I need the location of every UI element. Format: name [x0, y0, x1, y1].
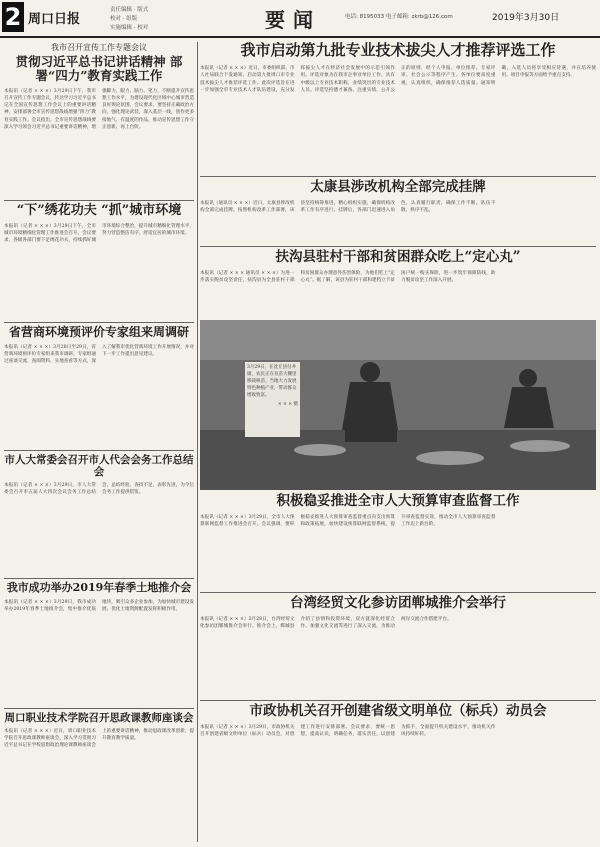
divider: [200, 246, 596, 247]
masthead: [0, 0, 600, 38]
article-headline: 周口职业技术学院召开思政课教师座谈会: [4, 712, 194, 724]
article-budget: [200, 494, 596, 588]
article-congress: [4, 454, 194, 582]
photo-credit: × × × 摄: [277, 402, 298, 407]
divider: [200, 176, 596, 177]
divider: [4, 708, 194, 709]
article-body: 本报讯（记者 × × ×）3月29日，市政协机关召开创建省级文明单位（标兵）动员会，对创建工作进行安排部署。会议要求，要统一思想，提高认识，明确任务，落实责任，以创建为抓手，全面提升机关建设水平，推动机关作风持续好转。: [200, 724, 496, 737]
article-cppcc: [200, 704, 596, 834]
article-taiwan: [200, 596, 596, 696]
section-title: 要闻: [265, 8, 321, 32]
meta-line: 实施编辑 · 校对: [110, 25, 149, 31]
article-headline: 太康县涉改机构全部完成挂牌: [310, 179, 486, 195]
divider: [4, 200, 194, 201]
article-talent: [200, 42, 596, 169]
masthead-meta-left: [110, 6, 148, 33]
article-body: 本报讯（记者 × × ×）3月29日，市人大常委会召开市五届人大四次会议会务工作总结会，总结经验，查找不足，表彰先进，为今后会务工作提供借鉴。: [4, 483, 194, 496]
article-body: 本报讯（记者 × × ×）3月29日下午，我市召开宣传工作专题会议，传达学习习近平总书记在全国宣传思想工作会议上的重要讲话精神，安排部署全市宣传思想战线增强“四力”教育实践工作。会议指出，全市宣传思想战线要深入学习领会习近平总书记重要讲话精神，增强脚力、眼力、脑力、笔力，不断提升宣传思想工作水平，为建设现代化区域中心城市营造良好舆论氛围。会议要求，要坚持正确政治方向，强化理论武装，深入基层一线，创作更多接地气、有温度的作品，推动宣传思想工作守正创新、再上台阶。: [4, 88, 194, 130]
article-body: 本报讯（记者 × × ×）近日，周口职业技术学院召开思政课教师座谈会，深入学习贯彻习近平总书记在学校思想政治理论课教师座谈会上的重要讲话精神，推动思政课改革创新，提升教育教学质量。: [4, 729, 194, 749]
article-business-environment: [4, 326, 194, 444]
article-body: 本报讯（通讯员 × × ×）近日，太康县涉改机构全部完成挂牌。按照机构改革工作部署，该县坚持统筹推进，精心组织实施，确保机构改革工作有序进行。挂牌后，各部门迅速进入角色，认真履行职责，确保工作不断、队伍不散、秩序不乱。: [200, 200, 496, 213]
column-divider: [197, 42, 198, 842]
article-headline: 省营商环境预评价专家组来周调研: [8, 325, 189, 339]
article-body: 本报讯（记者 × × ×）3月28日，台湾经贸文化参访团郸城推介会举行。推介会上，郸城县介绍了县情和投资环境，双方就深化经贸合作、加强文化交流等进行了深入交流，为推动两岸交流合作搭建平台。: [200, 616, 452, 629]
article-fugou: [200, 250, 596, 312]
article-body: 本报讯（记者 × × ×）近日，市委组织部、市人社局联合下发通知，启动第九批周口市专业技术拔尖人才推荐评选工作。此次评选旨在进一步加强全市专业技术人才队伍建设，充分发挥拔尖人才在经济社会发展中的示范引领作用。评选对象为在我市企事业单位工作、具有中级以上专业技术职称、业绩突出的专业技术人员。评选坚持德才兼备、注重实绩、公开公正的原则，经个人申报、单位推荐、专家评审、社会公示等程序产生。各单位要高度重视，认真组织，确保推荐人选质量。通知明确，入选人员将享受相应待遇，并在培养使用、项目申报等方面给予重点支持。: [200, 66, 596, 93]
issue-date: 2019年3月30日: [492, 13, 560, 23]
article-headline: “下”绣花功夫 “抓”城市环境: [16, 203, 182, 218]
caption-text: 3月29日，在沈丘县付井镇，农民正在育苗大棚里移栽秧苗。当地大力发展特色种植产业，带动群众增收致富。: [247, 365, 297, 398]
article-body: 本报讯（记者 × × × 通讯员 × × ×）为进一步落实脱贫攻坚责任，扶沟县为全县驻村干部和贫困群众办理意外伤害保险，为他们吃上“定心丸”。据了解，该县为驻村干部和建档立卡贫困户统一购买保险，进一步筑牢保障防线，助力脱贫攻坚工作深入开展。: [200, 270, 496, 283]
photo-caption: [245, 362, 300, 437]
article-body: 本报讯（记者 × × ×）3月29日，全市人大预算联网监督工作推进会召开。会议强调，要积极稳妥推进人大预算审查监督重点向支出预算和政策拓展，加快建设预算联网监督系统，提升审查监督实效，推动全市人大预算审查监督工作迈上新台阶。: [200, 514, 496, 527]
article-headline: 台湾经贸文化参访团郸城推介会举行: [290, 595, 506, 611]
article-headline: 贯彻习近平总书记讲话精神 部署“四力”教育实践工作: [15, 54, 183, 84]
article-taikang: [200, 180, 596, 242]
article-body: 本报讯（记者 × × ×）3月28日至29日，省营商环境预评价专家组来我市调研。专家组通过座谈交流、查阅资料、实地查看等方式，深入了解我市优化营商环境工作开展情况，并对下一步工作提出意见建议。: [4, 344, 194, 365]
article-headline: 市人大常委会召开市人代会会务工作总结会: [4, 454, 194, 479]
article-headline: 市政协机关召开创建省级文明单位（标兵）动员会: [249, 703, 547, 719]
meta-line: 校对 · 组版: [110, 16, 138, 22]
article-headline: 积极稳妥推进全市人大预算审查监督工作: [276, 493, 520, 509]
article-body: 本报讯（记者 × × ×）3月29日，我市成功举办2019年春季土地推介会，集中推介优质地块，吸引众多企业参加，为加快城市建设发展、优化土地资源配置发挥积极作用。: [4, 599, 194, 612]
article-city-environment: [4, 204, 194, 317]
divider: [200, 592, 596, 593]
page-number: 2: [2, 2, 24, 32]
paper-name: 周口日报: [28, 12, 81, 27]
masthead-meta-right: 电话: 8195033 电子邮箱: zkrb@126.com: [345, 14, 453, 20]
divider: [4, 322, 194, 323]
meta-line: 责任编辑 · 版式: [110, 7, 149, 13]
divider: [4, 450, 194, 451]
article-vocational: [4, 712, 194, 838]
article-land-fair: [4, 582, 194, 699]
divider: [200, 700, 596, 701]
article-kicker: 我市召开宣传工作专题会议: [51, 43, 147, 52]
divider: [4, 578, 194, 579]
article-headline: 我市成功举办2019年春季土地推介会: [6, 581, 192, 594]
article-body: 本报讯（记者 × × ×）3月29日下午，全市城市环境精细化管理工作推进会召开。会议要求，各级各部门要下足绣花功夫，持续抓好城市环境综合整治，提升城市精细化管理水平，努力营造整洁有序、舒适宜居的城市环境。: [4, 223, 194, 244]
article-headline: 扶沟县驻村干部和贫困群众吃上“定心丸”: [275, 249, 521, 265]
article-study: [4, 42, 194, 180]
article-headline: 我市启动第九批专业技术拔尖人才推荐评选工作: [240, 41, 556, 59]
